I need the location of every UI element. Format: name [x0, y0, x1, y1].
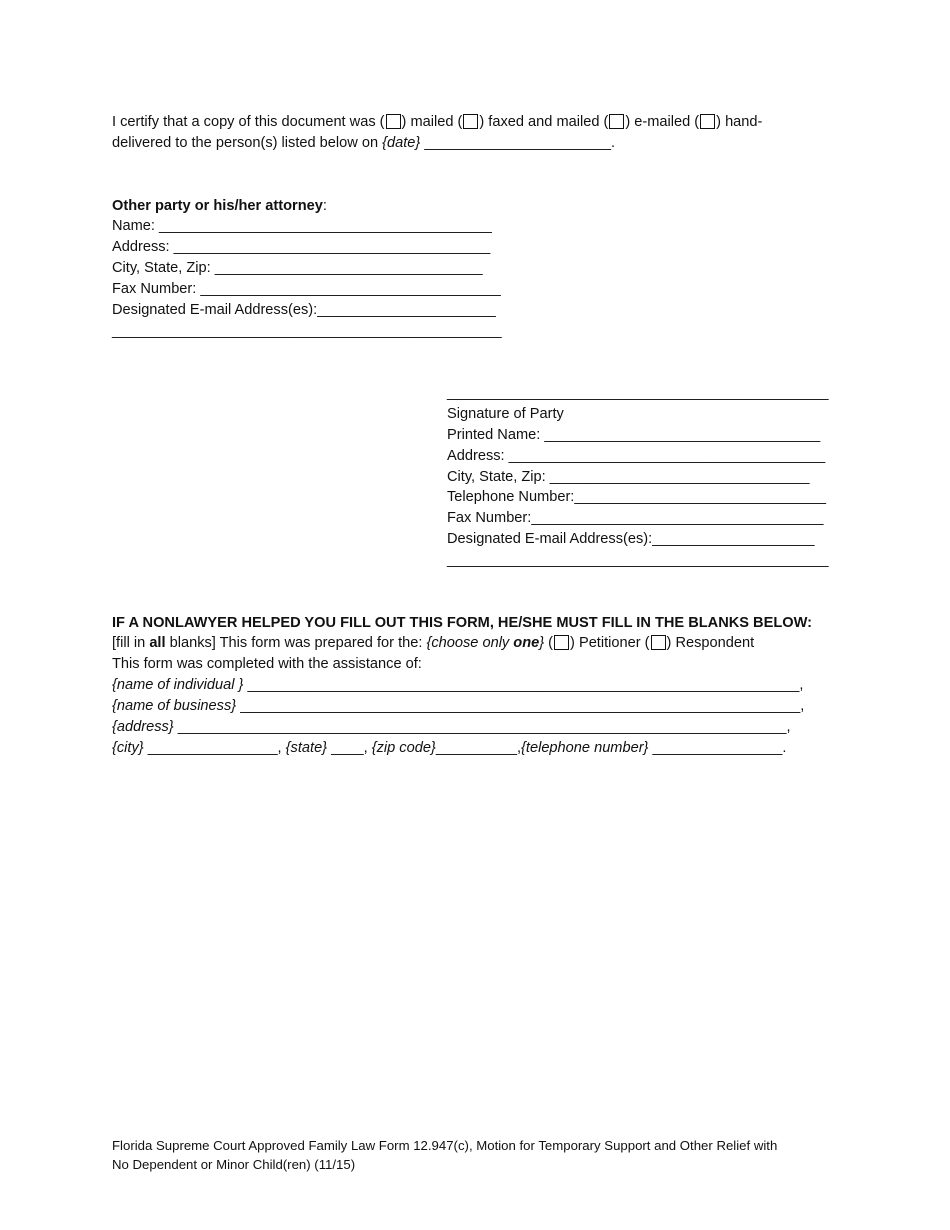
signer-telephone-field[interactable]: Telephone Number:_______________________________: [447, 489, 826, 505]
nonlawyer-heading: IF A NONLAWYER HELPED YOU FILL OUT THIS FORM, HE/SHE MUST FILL IN THE BLANKS BELOW:: [112, 615, 812, 631]
other-party-address-field[interactable]: Address: _______________________________________: [112, 239, 491, 255]
nonlawyer-city-field[interactable]: ________________,: [143, 740, 286, 756]
nonlawyer-address-line: {address} ___________________________________________________________________________,: [112, 719, 791, 735]
nonlawyer-zip-field[interactable]: __________,: [435, 740, 522, 756]
signature-label: Signature of Party: [447, 406, 564, 422]
emailed-checkbox[interactable]: [609, 114, 624, 129]
date-label: {date}: [382, 135, 421, 151]
nonlawyer-state-field[interactable]: ____,: [327, 740, 372, 756]
footer-line-2: No Dependent or Minor Child(ren) (11/15): [112, 1157, 356, 1172]
other-party-fax-field[interactable]: Fax Number: _____________________________________: [112, 281, 501, 297]
business-name-field[interactable]: _____________________________________________________________________,: [236, 698, 805, 714]
signer-fax-field[interactable]: Fax Number:____________________________________: [447, 510, 824, 526]
assistance-label: This form was completed with the assistance of:: [112, 656, 422, 672]
printed-name-field[interactable]: Printed Name: __________________________________: [447, 427, 821, 443]
other-party-name-field[interactable]: Name: _________________________________________: [112, 218, 492, 234]
petitioner-checkbox[interactable]: [554, 635, 569, 650]
certificate-line-2: delivered to the person(s) listed below on {date} _______________________.: [112, 135, 616, 151]
business-name-line: {name of business} _____________________________________________________________________,: [112, 698, 805, 714]
other-party-city-field[interactable]: City, State, Zip: _________________________________: [112, 260, 483, 276]
other-party-email-field[interactable]: Designated E-mail Address(es):______________________: [112, 302, 496, 318]
nonlawyer-phone-field[interactable]: ________________.: [648, 740, 787, 756]
city-state-zip-phone-line: {city} ________________, {state} ____, {zip code}__________,{telephone number} ________________.: [112, 740, 787, 756]
nonlawyer-address-field[interactable]: ___________________________________________________________________________,: [173, 719, 791, 735]
prepared-for-line: [fill in all blanks] This form was prepared for the: {choose only one} ( ) Petitioner ( ) Respondent: [112, 635, 755, 651]
footer-line-1: Florida Supreme Court Approved Family Law Form 12.947(c), Motion for Temporary Support and Other Relief with: [112, 1138, 778, 1153]
signer-email-field[interactable]: Designated E-mail Address(es):____________________: [447, 531, 815, 547]
signature-line[interactable]: _______________________________________________: [447, 385, 829, 401]
individual-name-line: {name of individual } ____________________________________________________________________,: [112, 677, 804, 693]
signer-email-extra-field[interactable]: _______________________________________________: [447, 552, 829, 568]
signer-address-field[interactable]: Address: _______________________________________: [447, 448, 826, 464]
hand-delivered-checkbox[interactable]: [700, 114, 715, 129]
respondent-checkbox[interactable]: [651, 635, 666, 650]
date-field[interactable]: _______________________.: [420, 135, 616, 151]
other-party-heading: Other party or his/her attorney:: [112, 198, 327, 214]
certificate-line-1: I certify that a copy of this document was ( ) mailed ( ) faxed and mailed ( ) e-mailed ( ) hand-: [112, 114, 763, 130]
mailed-checkbox[interactable]: [386, 114, 401, 129]
individual-name-field[interactable]: ____________________________________________________________________,: [243, 677, 804, 693]
faxed-and-mailed-checkbox[interactable]: [463, 114, 478, 129]
other-party-email-extra-field[interactable]: ________________________________________________: [112, 323, 502, 339]
signer-city-field[interactable]: City, State, Zip: ________________________________: [447, 469, 810, 485]
